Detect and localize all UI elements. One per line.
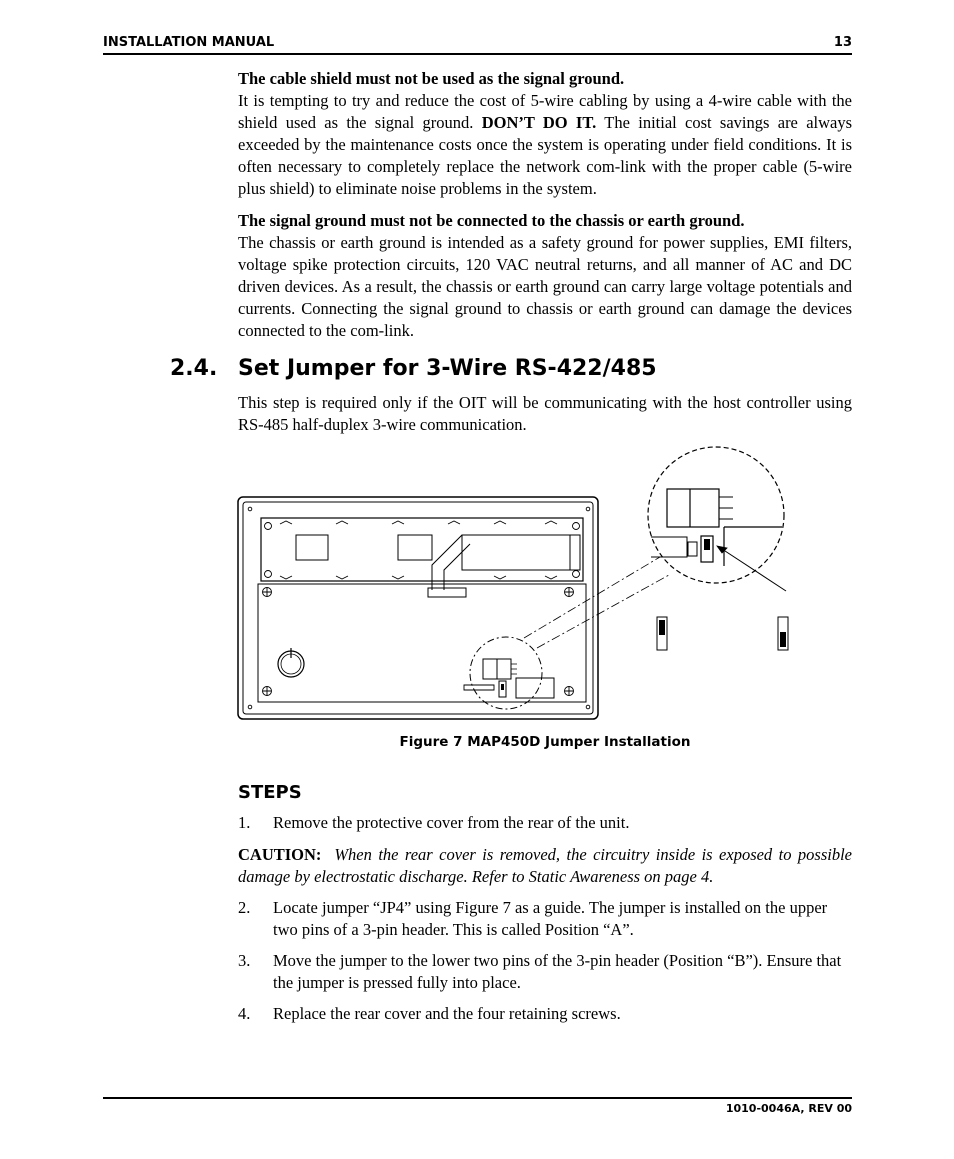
document-id: 1010-0046A, REV 00 bbox=[725, 1102, 852, 1115]
caution-note bbox=[238, 844, 852, 888]
paragraph-text: The chassis or earth ground is intended as a safety ground for power supplies, EMI filters, voltage spike protection circuits, 120 VAC neutral returns, and all manner of AC and DC driven devices. As a result, the chassis or earth ground can carry large voltage potentials and currents. Connecting the signal ground to chassis or earth ground can damage the devices connected to the com-link. bbox=[238, 233, 852, 340]
figure-caption: Figure 7 MAP450D Jumper Installation bbox=[399, 734, 691, 750]
step-text: Locate jumper “JP4” using Figure 7 as a guide. The jumper is installed on the upper two pins of a 3-pin header. This is called Position “A”. bbox=[273, 898, 828, 939]
step-text: Replace the rear cover and the four retaining screws. bbox=[273, 1004, 621, 1023]
step-item bbox=[238, 897, 852, 941]
steps-heading: STEPS bbox=[238, 782, 302, 803]
step-text: Remove the protective cover from the rear of the unit. bbox=[273, 813, 630, 832]
page-number: 13 bbox=[833, 35, 852, 50]
emphasis-text: DON’T DO IT. bbox=[481, 113, 597, 132]
paragraph-heading: The signal ground must not be connected to the chassis or earth ground. bbox=[238, 211, 745, 230]
paragraph-text: The initial cost savings are always exceeded by the maintenance costs once the system is operating under field conditions. It is often necessary to completely replace the network com-link with the proper cable (5-wire plus shield) to eliminate noise problems in the system. bbox=[238, 113, 853, 198]
step-text: Move the jumper to the lower two pins of the 3-pin header (Position “B”). Ensure that the jumper is pressed fully into place. bbox=[273, 951, 842, 992]
step-number: 3. bbox=[238, 951, 251, 970]
step-item bbox=[238, 1003, 852, 1025]
page-footer bbox=[103, 1097, 852, 1115]
header-title: INSTALLATION MANUAL bbox=[103, 35, 275, 50]
caution-text: When the rear cover is removed, the circuitry inside is exposed to possible damage by electrostatic discharge. Refer to Static Awareness on page 4. bbox=[238, 845, 852, 886]
step-item bbox=[238, 950, 852, 994]
paragraph-text: It is tempting to try and reduce the cost of 5-wire cabling by using a 4-wire cable with the shield used as the signal ground. bbox=[238, 91, 852, 132]
step-number: 1. bbox=[238, 813, 251, 832]
section-intro: This step is required only if the OIT will be communicating with the host controller using RS-485 half-duplex 3-wire communication. bbox=[238, 393, 852, 434]
section-number: 2.4. bbox=[170, 356, 218, 381]
section-title: Set Jumper for 3-Wire RS-422/485 bbox=[238, 356, 657, 381]
paragraph-heading: The cable shield must not be used as the signal ground. bbox=[238, 69, 625, 88]
step-number: 2. bbox=[238, 898, 251, 917]
step-item bbox=[238, 812, 852, 834]
step-number: 4. bbox=[238, 1004, 251, 1023]
caution-label: CAUTION: bbox=[238, 845, 322, 864]
